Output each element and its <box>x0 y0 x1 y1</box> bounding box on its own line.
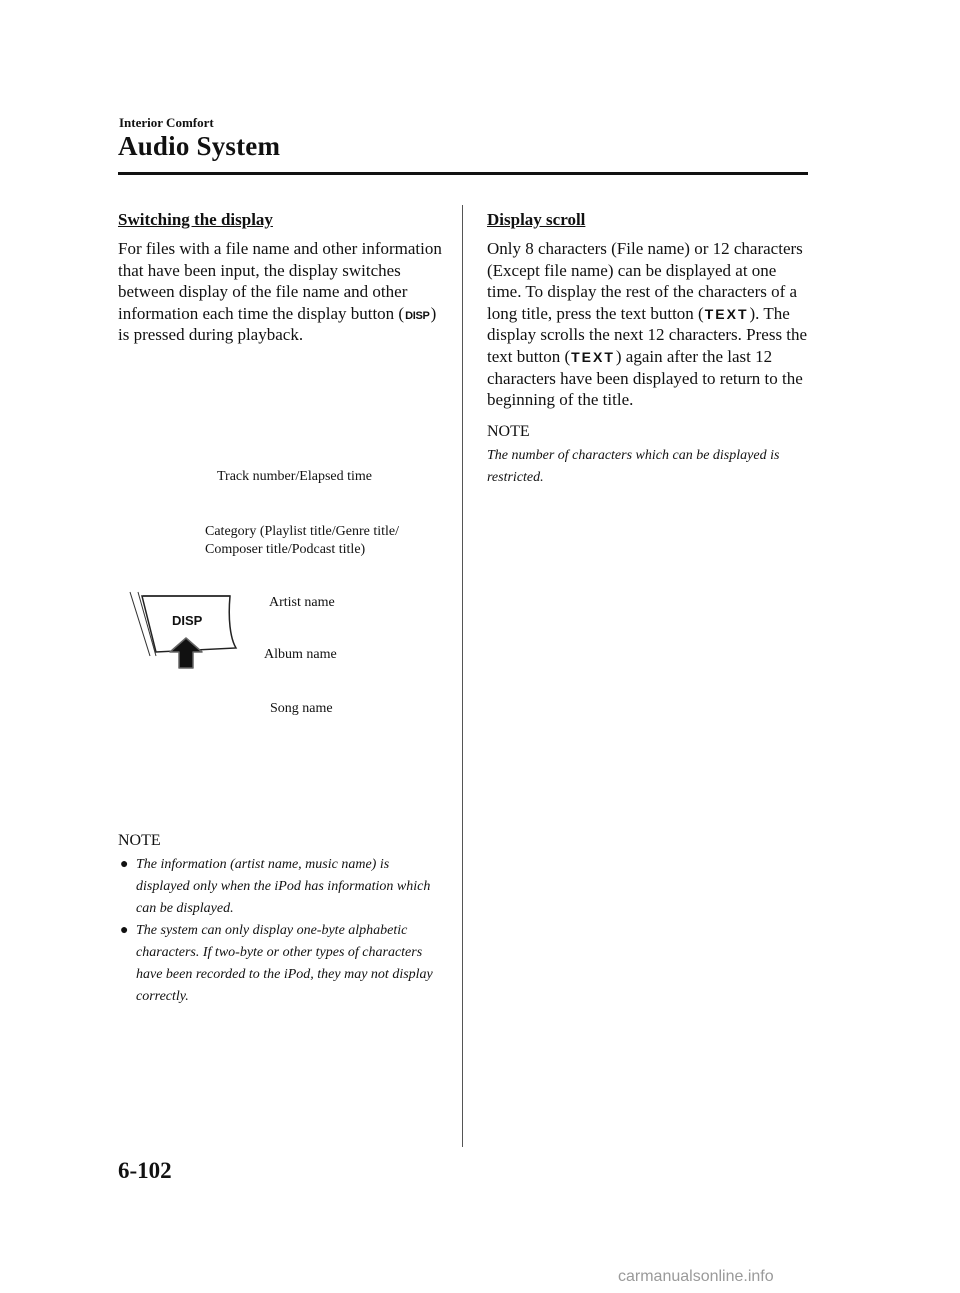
disp-button-illustration <box>126 588 246 688</box>
callout-artist-name: Artist name <box>269 595 335 610</box>
text-button-inline-icon: TEXT <box>704 305 749 322</box>
callout-track-number: Track number/Elapsed time <box>217 469 373 484</box>
display-scroll-heading: Display scroll <box>487 210 586 229</box>
text-button-inline-icon: TEXT <box>571 348 615 365</box>
left-column <box>118 210 443 346</box>
disp-button-diagram-label: DISP <box>172 613 203 628</box>
right-column <box>487 210 812 489</box>
column-divider <box>462 205 463 1147</box>
page-number: 6-102 <box>118 1158 172 1183</box>
list-item <box>118 920 443 1008</box>
switching-display-text-part-1: For files with a file name and other information that have been input, the display switches between display of the file name and other information each time the display button ( <box>118 239 442 323</box>
title-rule <box>118 172 808 175</box>
display-scroll-text-part-2: ). The display scrolls the next 12 characters. Press the text button ( <box>487 303 808 366</box>
switching-display-heading: Switching the display <box>118 210 273 229</box>
list-item <box>118 854 443 920</box>
left-note <box>118 820 443 1008</box>
display-scroll-text-part-1: Only 8 characters (File name) or 12 characters (Except file name) can be displayed at one time. To display the rest of the characters of a long title, press the text button ( <box>487 239 803 323</box>
switching-display-text-part-2: ) is pressed during playback. <box>118 303 437 345</box>
callout-category: Category (Playlist title/Genre title/ Composer title/Podcast title) <box>205 524 400 557</box>
switching-display-text <box>118 238 443 346</box>
callout-song-name: Song name <box>270 701 333 716</box>
callout-album-name: Album name <box>264 647 337 662</box>
bullet-icon: ● <box>120 923 129 938</box>
site-watermark: carmanualsonline.info <box>618 1268 774 1285</box>
disp-button-inline-icon: DISP <box>405 309 430 322</box>
note-item-text: The information (artist name, music name) is displayed only when the iPod has information which can be displayed. <box>136 857 431 916</box>
left-note-heading: NOTE <box>118 832 161 849</box>
right-note-heading: NOTE <box>487 422 530 440</box>
section-label: Interior Comfort <box>119 115 214 130</box>
left-note-list <box>118 854 443 1008</box>
bullet-icon: ● <box>120 857 129 872</box>
display-scroll-text <box>487 238 812 411</box>
note-item-text: The system can only display one-byte alphabetic characters. If two-byte or other types of characters have been recorded to the iPod, they may not display correctly. <box>136 923 433 1004</box>
right-note-text: The number of characters which can be displayed is restricted. <box>487 447 780 485</box>
display-scroll-text-part-3: ) again after the last 12 characters have been displayed to return to the beginning of the title. <box>487 346 803 410</box>
page-title: Audio System <box>118 131 281 161</box>
